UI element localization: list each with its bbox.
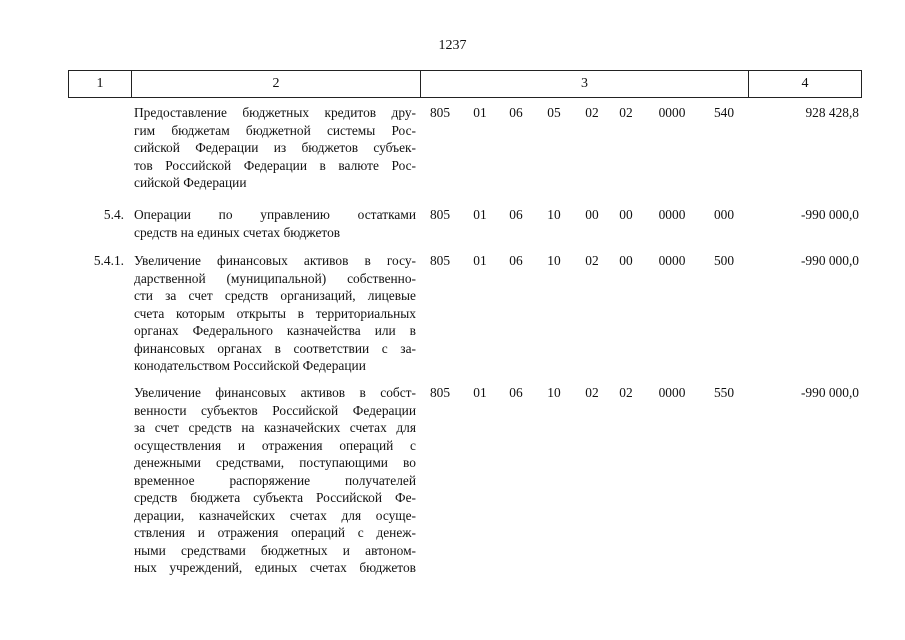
description-line: ных учреждений, единых счетах бюджетов — [134, 560, 416, 575]
row-number: 5.4. — [103, 207, 124, 222]
row-amount: -990 000,0 — [800, 207, 859, 222]
code-element: 00 — [619, 253, 633, 268]
code-admin: 805 — [429, 207, 451, 222]
code-kosgu: 500 — [713, 253, 735, 268]
code-article: 05 — [547, 105, 561, 120]
description-line: Операции по управлению остатками — [134, 207, 416, 222]
description-line: гим бюджетам бюджетной системы Рос- — [134, 122, 416, 138]
description-line: конодательством Российской Федерации — [134, 358, 366, 373]
code-subgroup: 06 — [509, 105, 523, 120]
description-line: сийской Федерации из бюджетов субъек- — [134, 140, 416, 155]
row-description — [134, 384, 416, 577]
description-line: венности субъектов Российской Федерации — [134, 402, 416, 418]
code-element: 00 — [619, 207, 633, 222]
row-amount: -990 000,0 — [800, 385, 859, 400]
code-admin: 805 — [429, 253, 451, 268]
row-amount: -990 000,0 — [800, 253, 859, 268]
code-kosgu: 540 — [713, 105, 735, 120]
row-description — [134, 252, 416, 375]
description-line: дерации, казначейских счетах для осуще- — [134, 507, 416, 523]
code-group: 01 — [473, 105, 487, 120]
description-line: тов Российской Федерации в валюте Рос- — [134, 157, 416, 173]
code-subarticle: 02 — [585, 105, 599, 120]
row-description — [134, 206, 416, 241]
description-line: дарственной (муниципальной) собственно- — [134, 270, 416, 286]
code-program: 0000 — [658, 105, 686, 120]
description-line: органах Федерального казначейства или в — [134, 323, 416, 338]
description-line: временное распоряжение получателей — [134, 472, 416, 488]
description-line: осуществления и отражения операций с — [134, 437, 416, 453]
description-line: сийской Федерации — [134, 175, 247, 190]
code-group: 01 — [473, 385, 487, 400]
description-line: средств бюджета субъекта Российской Фе- — [134, 490, 416, 505]
column-header-4: 4 — [749, 71, 862, 98]
row-amount: 928 428,8 — [805, 105, 859, 120]
code-subgroup: 06 — [509, 385, 523, 400]
code-admin: 805 — [429, 105, 451, 120]
code-program: 0000 — [658, 207, 686, 222]
description-line: Предоставление бюджетных кредитов дру- — [134, 105, 416, 120]
code-subarticle: 02 — [585, 385, 599, 400]
column-header-2: 2 — [132, 71, 421, 98]
code-article: 10 — [547, 385, 561, 400]
description-line: Увеличение финансовых активов в собст- — [134, 385, 416, 400]
code-element: 02 — [619, 105, 633, 120]
description-line: ными средствами бюджетных и автоном- — [134, 542, 416, 558]
page-number: 1237 — [438, 38, 467, 53]
column-header-3: 3 — [421, 71, 749, 98]
description-line: Увеличение финансовых активов в госу- — [134, 253, 416, 268]
code-admin: 805 — [429, 385, 451, 400]
description-line: денежными средствами, поступающими во — [134, 455, 416, 470]
code-group: 01 — [473, 207, 487, 222]
code-program: 0000 — [658, 385, 686, 400]
description-line: средств на единых счетах бюджетов — [134, 224, 341, 240]
code-kosgu: 000 — [713, 207, 735, 222]
code-group: 01 — [473, 253, 487, 268]
description-line: ствления и отражения операций с денеж- — [134, 525, 416, 540]
description-line: сти за счет средств организаций, лицевые — [134, 288, 416, 303]
row-number: 5.4.1. — [93, 253, 124, 268]
description-line: финансовых органах в соответствии с за- — [134, 340, 416, 356]
description-line: счета которым открыты в территориальных — [134, 305, 416, 321]
column-header-1: 1 — [69, 71, 132, 98]
table-header — [68, 70, 862, 98]
row-description — [134, 104, 416, 192]
code-kosgu: 550 — [713, 385, 735, 400]
code-element: 02 — [619, 385, 633, 400]
code-article: 10 — [547, 253, 561, 268]
code-subarticle: 00 — [585, 207, 599, 222]
code-subgroup: 06 — [509, 253, 523, 268]
code-program: 0000 — [658, 253, 686, 268]
description-line: за счет средств на казначейских счетах для — [134, 420, 416, 435]
code-subarticle: 02 — [585, 253, 599, 268]
code-article: 10 — [547, 207, 561, 222]
code-subgroup: 06 — [509, 207, 523, 222]
